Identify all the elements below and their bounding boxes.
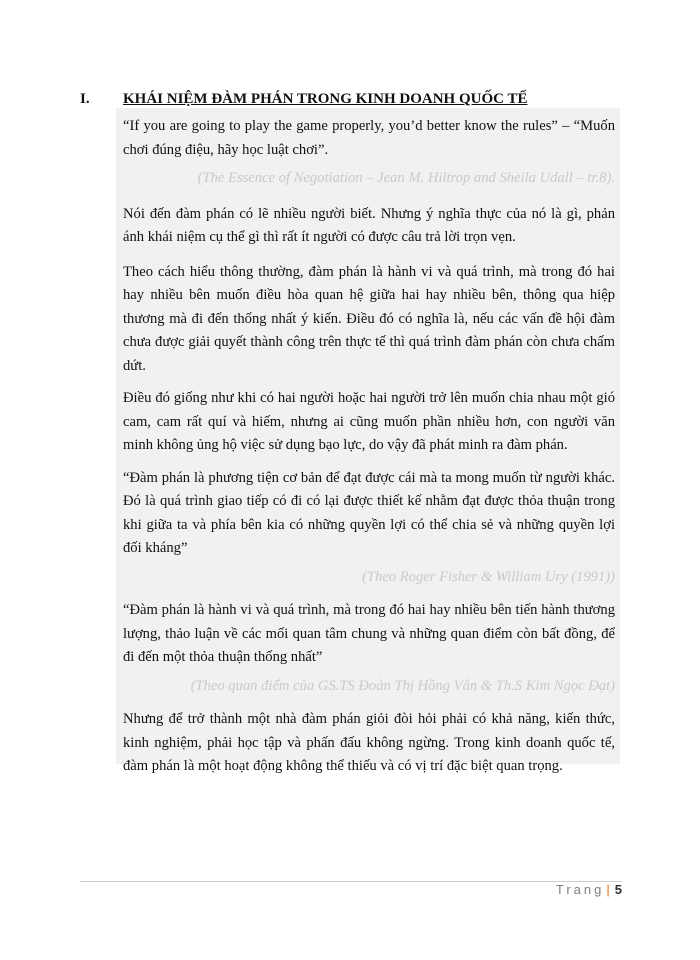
section-number: I.: [80, 91, 90, 107]
citation-fisher-ury: (Theo Roger Fisher & William Ury (1991)): [362, 568, 615, 585]
quote-paragraph-fisher-ury: “Đàm phán là phương tiện cơ bản để đạt được cái mà ta mong muốn từ người khác. Đó là quá trình giao tiếp có đi có lại được thiết kế nhằm đạt được thỏa thuận trong khi giữa ta và phía bên kia có những quyền lợi có thể chia sẻ và những quyền lợi đối kháng”: [123, 469, 615, 556]
quote-paragraph-rules: “If you are going to play the game properly, you’d better know the rules” – “Muốn chơi đúng điệu, hãy học luật chơi”.: [123, 118, 615, 158]
paragraph-conclusion: Nhưng để trở thành một nhà đàm phán giỏi đòi hỏi phải có khả năng, kiến thức, kinh nghiệm, phải học tập và phấn đấu không ngừng. Trong kinh doanh quốc tế, đàm phán là một hoạt động không thể thiếu và có vị trí đặc biệt quan trọng.: [123, 711, 615, 774]
page-number: 5: [614, 882, 622, 897]
footer-separator: |: [606, 882, 610, 897]
page-footer: [556, 882, 622, 897]
document-body: [123, 115, 615, 779]
paragraph-common-understanding: Theo cách hiểu thông thường, đàm phán là hành vi và quá trình, mà trong đó hai hay nhiều bên muốn điều hòa quan hệ giữa hai hay nhiều bên, thông qua hiệp thương mà đi đến thống nhất ý kiến. Điều đó có nghĩa là, nếu các vấn đề hội đàm chưa được giải quyết thành công trên thực tế thì quá trình đàm phán còn chưa chấm dứt.: [123, 263, 615, 374]
paragraph-orange-example: Điều đó giống như khi có hai người hoặc hai người trở lên muốn chia nhau một gió cam, cam rất quí và hiếm, nhưng ai cũng muốn phần nhiều hơn, con người văn minh không ủng hộ việc sử dụng bạo lực, do vậy đã phát minh ra đàm phán.: [123, 390, 615, 453]
footer-page-label: Trang: [555, 882, 605, 897]
citation-essence-of-negotiation: (The Essence of Negotiation – Jean M. Hiltrop and Sheila Udall – tr.8).: [197, 170, 615, 186]
footer-divider: [80, 881, 622, 882]
citation-doan-thi-hong-van: (Theo quan điểm của GS.TS Đoàn Thị Hồng Vân & Th.S Kim Ngọc Đạt): [190, 677, 615, 694]
section-title: KHÁI NIỆM ĐÀM PHÁN TRONG KINH DOANH QUỐC TẾ: [123, 91, 528, 107]
quote-paragraph-definition: “Đàm phán là hành vi và quá trình, mà trong đó hai hay nhiều bên tiến hành thương lượng, thảo luận về các mối quan tâm chung và những quan điểm còn bất đồng, để đi đến một thỏa thuận thống nhất”: [123, 602, 615, 665]
paragraph-intro: Nói đến đàm phán có lẽ nhiều người biết. Nhưng ý nghĩa thực của nó là gì, phản ánh khái niệm cụ thể gì thì rất ít người có được câu trả lời trọn vẹn.: [123, 205, 615, 245]
